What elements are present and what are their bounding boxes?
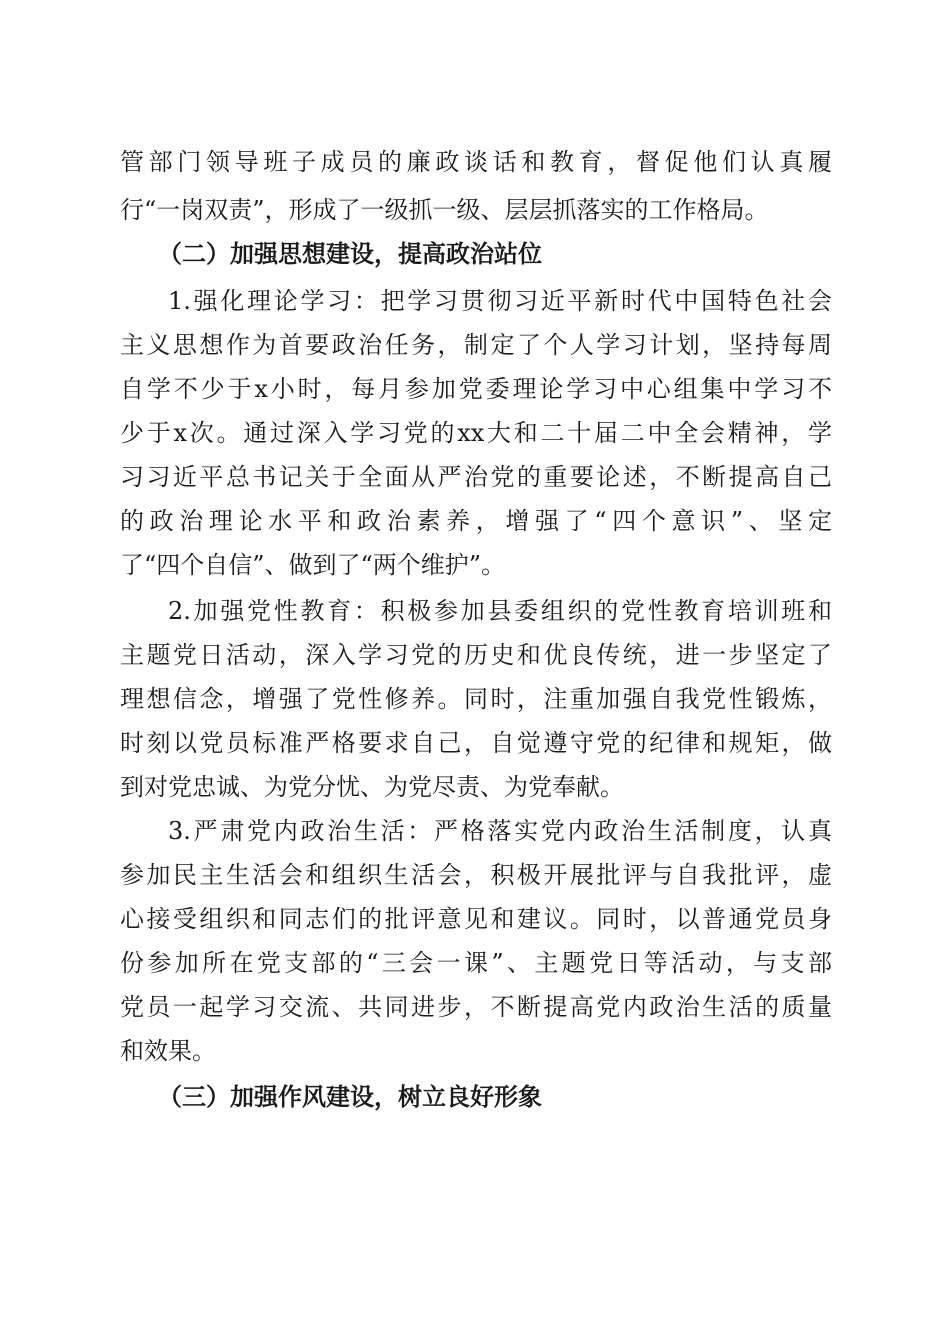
paragraph-line: 自学不少于x小时，每月参加党委理论学习中心组集中学习不 — [120, 375, 832, 403]
paragraph-line: 行“一岗双责”，形成了一级抓一级、层层抓落实的工作格局。 — [120, 196, 769, 224]
paragraph-line: 到对党忠诚、为党分忧、为党尽责、为党奉献。 — [120, 773, 624, 801]
paragraph-line: 心接受组织和同志们的批评意见和建议。同时，以普通党员身 — [120, 905, 832, 933]
paragraph-line: 2.加强党性教育：积极参加县委组织的党性教育培训班和 — [168, 597, 832, 625]
section-heading-2: （二）加强思想建设，提高政治站位 — [158, 240, 542, 268]
paragraph-line: 了“四个自信”、做到了“两个维护”。 — [120, 551, 506, 579]
paragraph-line: 份参加所在党支部的“三会一课”、主题党日等活动，与支部 — [120, 949, 832, 977]
paragraph-line: 少于x次。通过深入学习党的xx大和二十届二中全会精神，学 — [120, 419, 832, 447]
paragraph-line: 3.严肃党内政治生活：严格落实党内政治生活制度，认真 — [168, 817, 832, 845]
paragraph-line: 参加民主生活会和组织生活会，积极开展批评与自我批评，虚 — [120, 861, 832, 889]
paragraph-line: 1.强化理论学习：把学习贯彻习近平新时代中国特色社会 — [168, 287, 832, 315]
paragraph-line: 和效果。 — [120, 1037, 216, 1065]
paragraph-line: 主义思想作为首要政治任务，制定了个人学习计划，坚持每周 — [120, 331, 832, 359]
paragraph-line: 主题党日活动，深入学习党的历史和优良传统，进一步坚定了 — [120, 641, 832, 669]
paragraph-line: 习习近平总书记关于全面从严治党的重要论述，不断提高自己 — [120, 463, 832, 491]
section-heading-3: （三）加强作风建设，树立良好形象 — [158, 1083, 542, 1111]
paragraph-line: 时刻以党员标准严格要求自己，自觉遵守党的纪律和规矩，做 — [120, 729, 832, 757]
paragraph-line: 的政治理论水平和政治素养，增强了“四个意识”、坚定 — [120, 507, 832, 535]
paragraph-line: 党员一起学习交流、共同进步，不断提高党内政治生活的质量 — [120, 993, 832, 1021]
paragraph-line: 管部门领导班子成员的廉政谈话和教育，督促他们认真履 — [120, 148, 832, 176]
paragraph-line: 理想信念，增强了党性修养。同时，注重加强自我党性锻炼， — [120, 685, 832, 713]
